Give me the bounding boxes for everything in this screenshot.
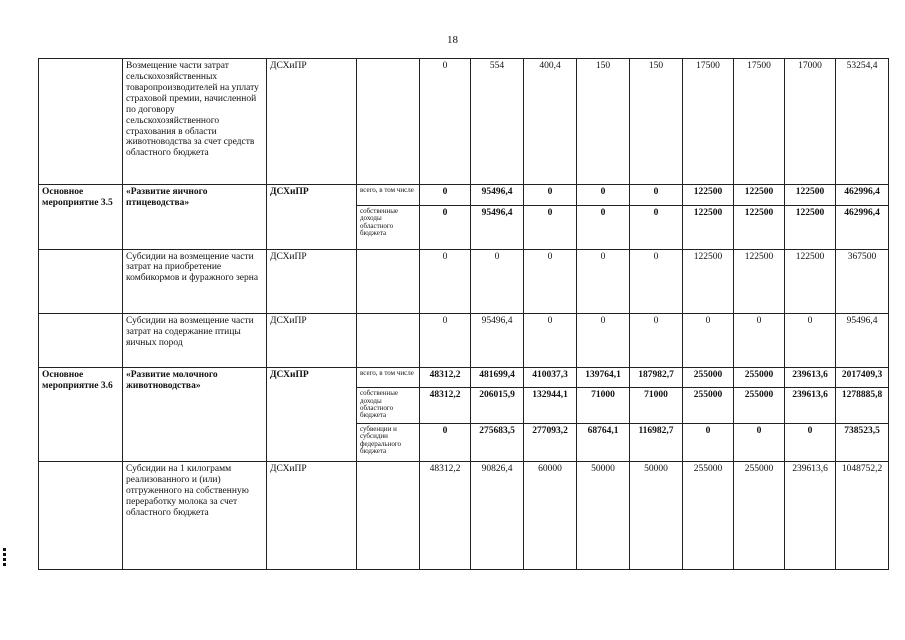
amount-cell: 0 [630,313,683,367]
amount-cell: 239613,6 [785,388,836,424]
activity-code [39,59,123,185]
amount-cell: 0 [785,423,836,461]
funding-source [357,59,420,185]
amount-cell: 53254,4 [836,59,889,185]
activity-code: Основное мероприятие 3.6 [39,367,123,462]
amount-cell: 2017409,3 [836,367,889,388]
table-row [39,59,889,185]
amount-cell: 0 [630,185,683,206]
amount-cell: 0 [683,423,734,461]
amount-cell: 206015,9 [471,388,524,424]
amount-cell: 481699,4 [471,367,524,388]
amount-cell: 0 [734,423,785,461]
amount-cell: 17500 [683,59,734,185]
amount-cell: 68764,1 [577,423,630,461]
amount-cell: 150 [630,59,683,185]
amount-cell: 255000 [734,462,785,570]
amount-cell: 0 [420,313,471,367]
amount-cell: 50000 [577,462,630,570]
amount-cell: 367500 [836,249,889,313]
amount-cell: 150 [577,59,630,185]
activity-title: Возмещение части затрат сельскохозяйственных товаропроизводителей на уплату страховой премии, начисленной по договору сельскохозяйственного страхования в области животноводства за счет средств областного бюджета [123,59,267,185]
funding-source [357,462,420,570]
amount-cell: 0 [683,313,734,367]
amount-cell: 1048752,2 [836,462,889,570]
amount-cell: 255000 [683,462,734,570]
amount-cell: 255000 [734,388,785,424]
activity-title: Субсидии на возмещение части затрат на содержание птицы яичных пород [123,313,267,367]
amount-cell: 0 [524,206,577,250]
amount-cell: 239613,6 [785,367,836,388]
executor: ДСХиПР [267,367,357,462]
amount-cell: 48312,2 [420,388,471,424]
activity-code [39,249,123,313]
amount-cell: 0 [734,313,785,367]
amount-cell: 0 [420,185,471,206]
amount-cell: 255000 [683,367,734,388]
amount-cell: 122500 [785,206,836,250]
amount-cell: 0 [524,249,577,313]
amount-cell: 277093,2 [524,423,577,461]
amount-cell: 132944,1 [524,388,577,424]
funding-source: субвенции и субсидии федерального бюджета [357,423,420,461]
executor: ДСХиПР [267,185,357,249]
table-row [39,367,889,388]
amount-cell: 0 [524,313,577,367]
amount-cell: 95496,4 [471,313,524,367]
amount-cell: 0 [785,313,836,367]
funding-source: всего, в том числе [357,367,420,388]
amount-cell: 122500 [734,185,785,206]
amount-cell: 122500 [683,185,734,206]
executor: ДСХиПР [267,462,357,570]
amount-cell: 122500 [785,185,836,206]
amount-cell: 0 [630,249,683,313]
funding-source: собственные доходы областного бюджета [357,206,420,250]
activity-title: «Развитие молочного животноводства» [123,367,267,462]
amount-cell: 0 [420,423,471,461]
budget-table [38,58,889,570]
amount-cell: 139764,1 [577,367,630,388]
amount-cell: 255000 [683,388,734,424]
amount-cell: 50000 [630,462,683,570]
executor: ДСХиПР [267,313,357,367]
amount-cell: 60000 [524,462,577,570]
activity-title: «Развитие яичного птицеводства» [123,185,267,249]
amount-cell: 462996,4 [836,206,889,250]
amount-cell: 239613,6 [785,462,836,570]
funding-source: собственные доходы областного бюджета [357,388,420,424]
amount-cell: 554 [471,59,524,185]
activity-title: Субсидии на 1 килограмм реализованного и (или) отгруженного на собственную переработку молока за счет областного бюджета [123,462,267,570]
amount-cell: 95496,4 [836,313,889,367]
scan-margin-marks [3,548,6,588]
amount-cell: 95496,4 [471,206,524,250]
funding-source: всего, в том числе [357,185,420,206]
table-row [39,185,889,206]
amount-cell: 410037,3 [524,367,577,388]
amount-cell: 122500 [785,249,836,313]
amount-cell: 187982,7 [630,367,683,388]
amount-cell: 0 [577,313,630,367]
amount-cell: 462996,4 [836,185,889,206]
amount-cell: 71000 [630,388,683,424]
amount-cell: 0 [577,185,630,206]
amount-cell: 0 [471,249,524,313]
amount-cell: 0 [420,249,471,313]
amount-cell: 738523,5 [836,423,889,461]
table-row [39,249,889,313]
activity-code [39,313,123,367]
funding-source [357,313,420,367]
amount-cell: 0 [577,206,630,250]
amount-cell: 0 [630,206,683,250]
amount-cell: 122500 [683,206,734,250]
executor: ДСХиПР [267,249,357,313]
amount-cell: 48312,2 [420,367,471,388]
amount-cell: 116982,7 [630,423,683,461]
page-number: 18 [447,34,458,46]
amount-cell: 90826,4 [471,462,524,570]
amount-cell: 0 [420,206,471,250]
amount-cell: 71000 [577,388,630,424]
amount-cell: 400,4 [524,59,577,185]
amount-cell: 0 [420,59,471,185]
activity-title: Субсидии на возмещение части затрат на приобретение комбикормов и фуражного зерна [123,249,267,313]
amount-cell: 122500 [734,249,785,313]
table-row [39,462,889,570]
amount-cell: 0 [577,249,630,313]
funding-source [357,249,420,313]
activity-code: Основное мероприятие 3.5 [39,185,123,249]
executor: ДСХиПР [267,59,357,185]
amount-cell: 122500 [734,206,785,250]
table-row [39,313,889,367]
amount-cell: 122500 [683,249,734,313]
amount-cell: 275683,5 [471,423,524,461]
activity-code [39,462,123,570]
amount-cell: 17000 [785,59,836,185]
amount-cell: 255000 [734,367,785,388]
amount-cell: 17500 [734,59,785,185]
amount-cell: 1278885,8 [836,388,889,424]
amount-cell: 0 [524,185,577,206]
amount-cell: 95496,4 [471,185,524,206]
amount-cell: 48312,2 [420,462,471,570]
